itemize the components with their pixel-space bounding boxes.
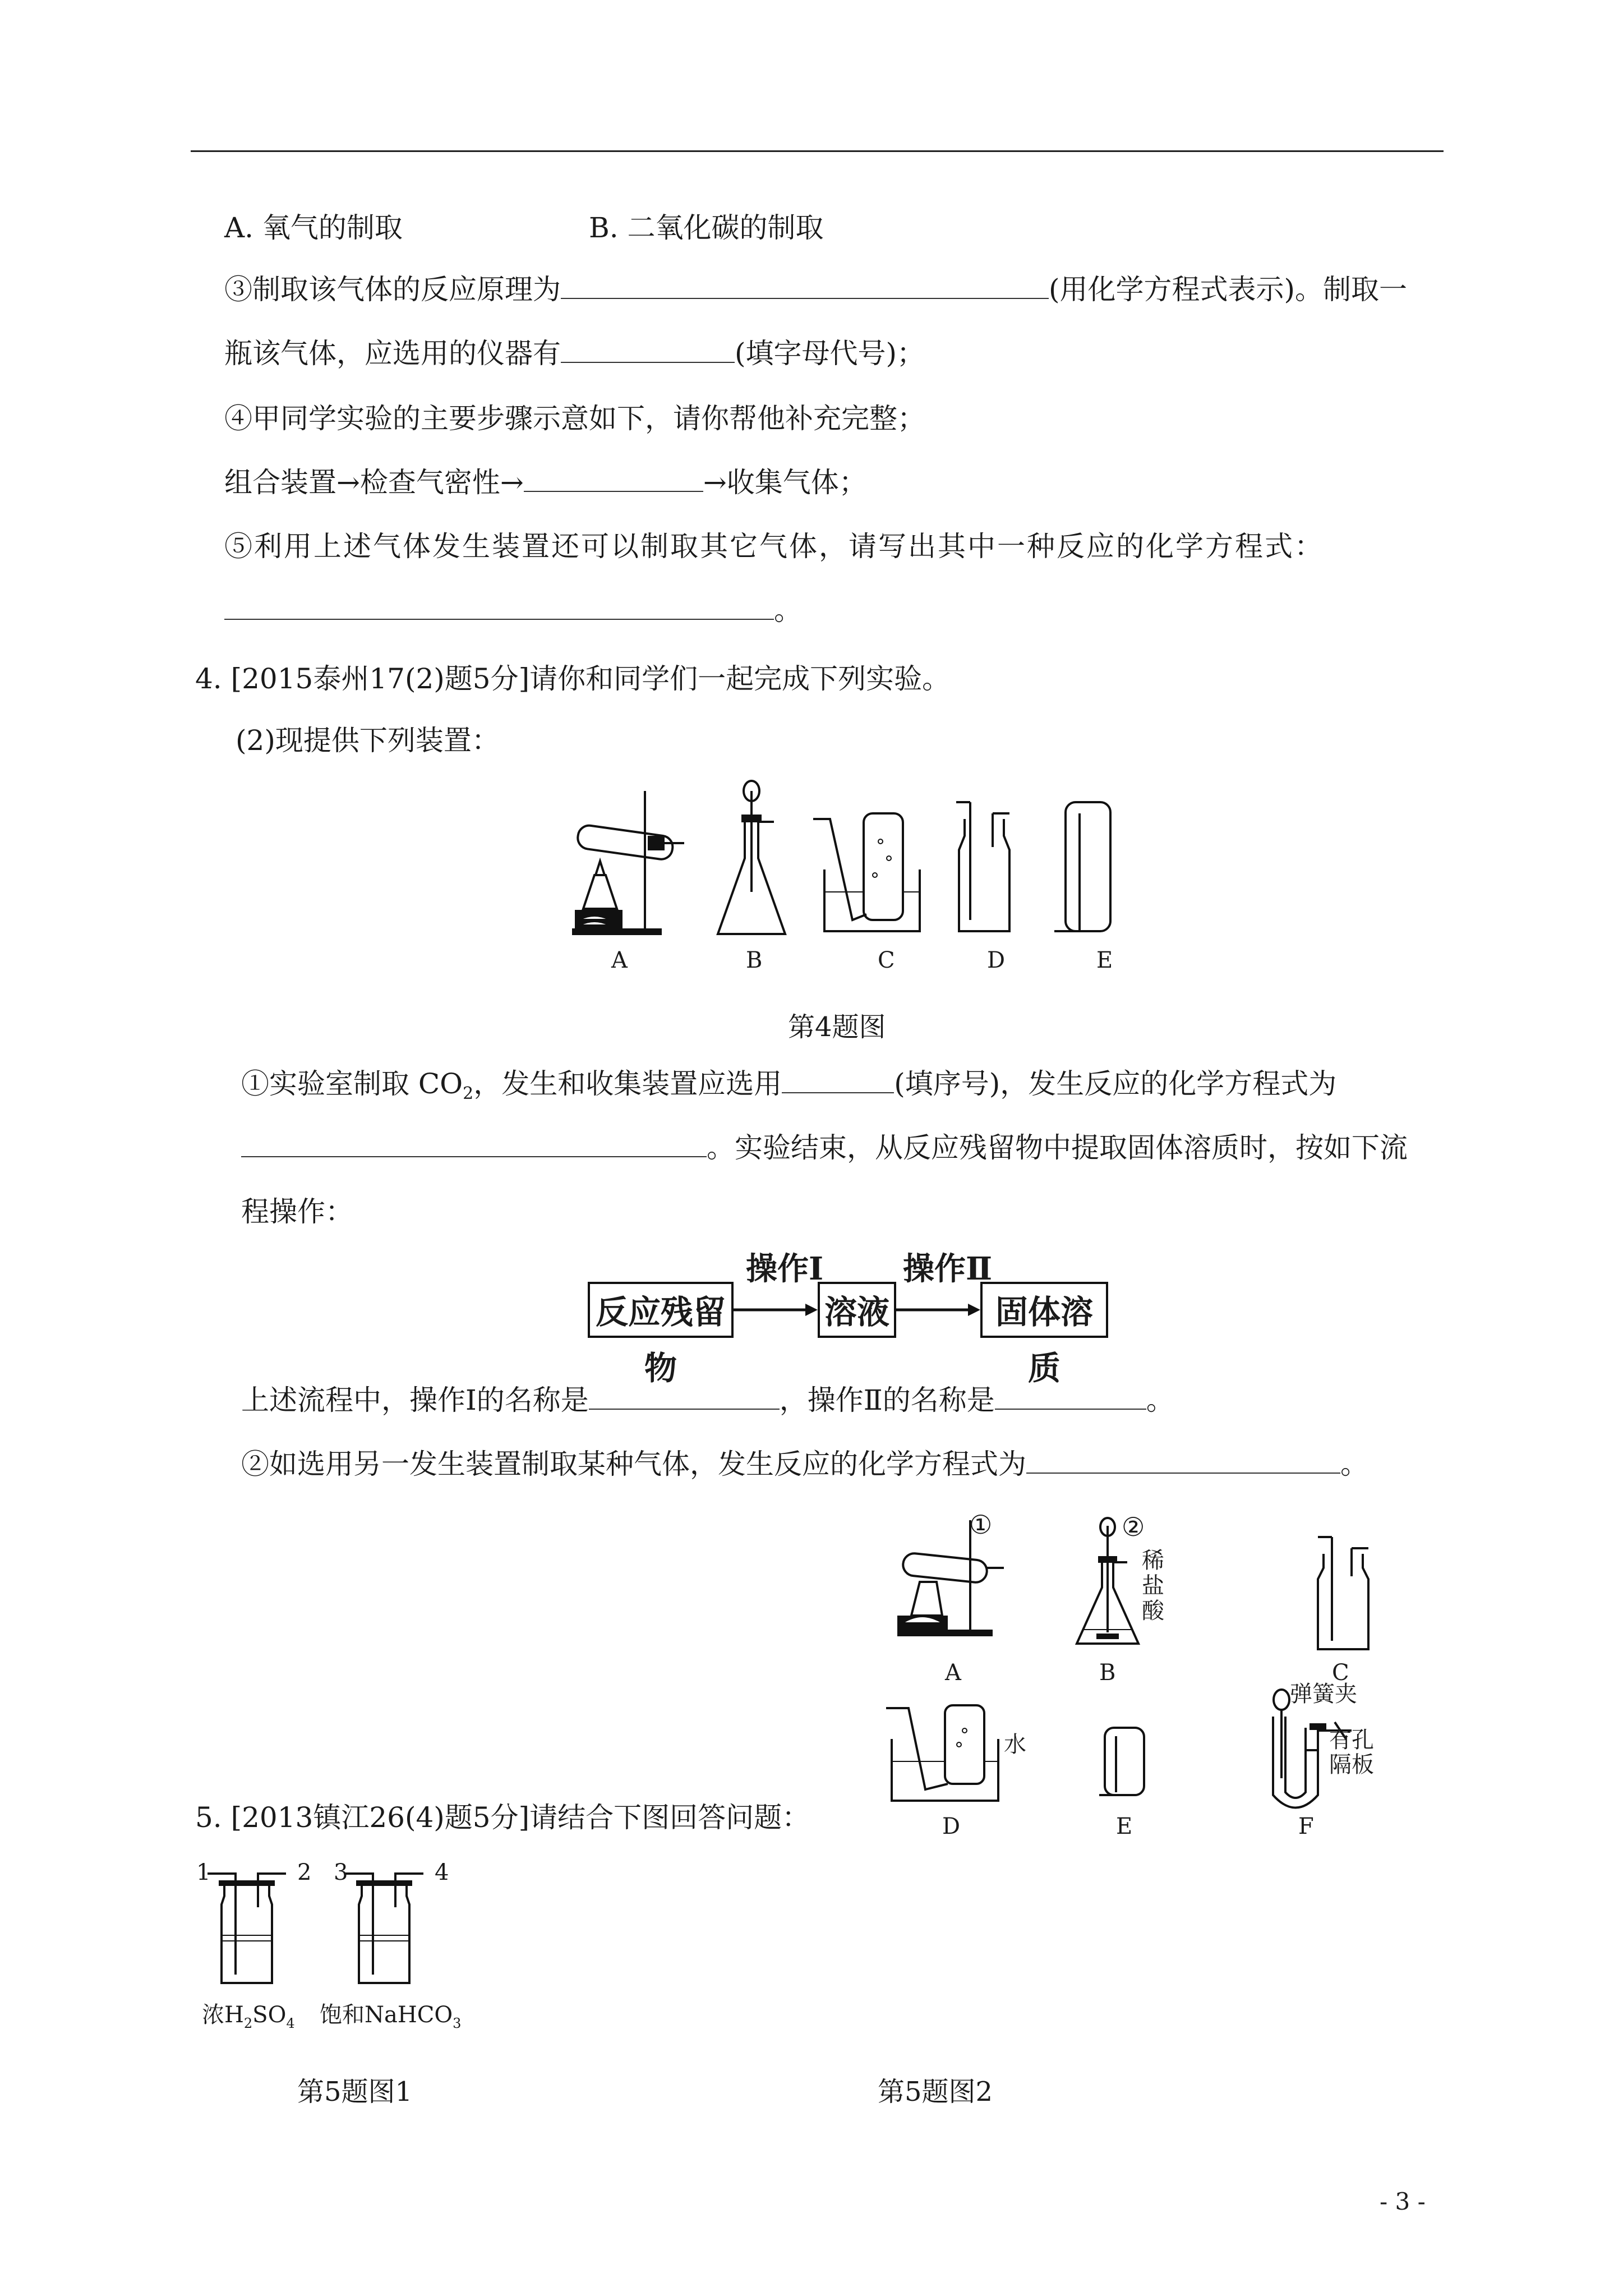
acid-char-2: 盐 [1142, 1573, 1164, 1599]
acid-char-1: 稀 [1142, 1548, 1164, 1573]
plate-label-2: 隔板 [1329, 1752, 1374, 1778]
apparatus-d [956, 802, 1009, 931]
q3-steps: 组合装置→检查气密性→ →收集气体； [224, 466, 867, 499]
blank-equation-4[interactable] [1026, 1448, 1340, 1474]
apparatus-b [718, 781, 785, 934]
blank-devices[interactable] [782, 1068, 894, 1093]
q4-p1: ①实验室制取 $CO_2$，发生和收集装置应选用 (填序号)，发生反应的化学方程式为 [241, 1068, 1337, 1103]
fig5-2-d [886, 1705, 998, 1801]
water-label: 水 [1004, 1732, 1026, 1757]
blank-step[interactable] [524, 466, 703, 492]
fig5-2-label-f: F [1298, 1814, 1314, 1839]
acid-char-3: 酸 [1142, 1598, 1164, 1624]
flow-box-solute: 固体溶质 [980, 1282, 1108, 1338]
fig5-2-c [1318, 1537, 1368, 1649]
q4-p3: ②如选用另一发生装置制取某种气体，发生反应的化学方程式为 。 [241, 1448, 1368, 1480]
option-a: A. 氧气的制取 [224, 211, 403, 244]
q4-label-d: D [987, 947, 1006, 973]
mark-1: ① [969, 1510, 993, 1540]
q3-line5b: 。 [224, 593, 802, 627]
page-number: - 3 - [1380, 2188, 1426, 2215]
q4-sub: (2)现提供下列装置： [236, 724, 500, 757]
header-rule [191, 150, 1444, 152]
apparatus-a [572, 791, 684, 935]
apparatus-e [1054, 802, 1110, 931]
blank-equation-2[interactable] [224, 594, 774, 620]
fig5-2-label-e: E [1116, 1814, 1133, 1839]
q4-p2: 上述流程中，操作Ⅰ的名称是 ，操作Ⅱ的名称是 。 [241, 1384, 1174, 1416]
q4-label-c: C [878, 947, 895, 973]
blank-instruments[interactable] [561, 337, 735, 363]
blank-equation-3[interactable] [241, 1131, 707, 1157]
plate-label-1: 有孔 [1329, 1727, 1374, 1753]
fig5-2-e [1099, 1728, 1144, 1795]
clip-label: 弹簧夹 [1290, 1681, 1357, 1707]
q5-caption-1: 第5题图1 [297, 2076, 413, 2108]
flow-op1-label: 操作Ⅰ [746, 1250, 824, 1287]
flow-op2-label: 操作Ⅱ [903, 1250, 993, 1287]
q3-line5: ⑤利用上述气体发生装置还可以制取其它气体，请写出其中一种反应的化学方程式： [224, 530, 1324, 563]
fig5-2-label-d: D [942, 1814, 961, 1839]
blank-equation-1[interactable] [561, 273, 1049, 299]
q3-line3: ③制取该气体的反应原理为 (用化学方程式表示)。制取一 [224, 273, 1408, 306]
port-3: 3 [334, 1860, 348, 1885]
q5-caption-2: 第5题图2 [878, 2076, 993, 2108]
q3-line4: ④甲同学实验的主要步骤示意如下，请你帮他补充完整； [224, 402, 925, 435]
flow-arrow-2 [896, 1290, 980, 1335]
mark-2: ② [1122, 1512, 1145, 1542]
fig5-2-label-c: C [1332, 1660, 1349, 1686]
port-2: 2 [297, 1860, 312, 1885]
fig5-1-bottles [196, 1862, 460, 1991]
q4-label-a: A [611, 947, 628, 973]
port-1: 1 [196, 1860, 211, 1885]
blank-op1[interactable] [589, 1384, 780, 1410]
q4-p1b: 。实验结束，从反应残留物中提取固体溶质时，按如下流 [241, 1131, 1408, 1165]
q5-heading: 5. [2013镇江26(4)题5分]请结合下图回答问题： [195, 1801, 810, 1834]
q4-figure-caption: 第4题图 [788, 1011, 886, 1043]
bottle2-label: 饱和NaHCO$_3$ [320, 2002, 462, 2031]
flow-arrow-1 [734, 1290, 818, 1335]
fig5-2-label-b: B [1099, 1660, 1116, 1686]
flow-box-solution: 溶液 [818, 1282, 896, 1338]
blank-op2[interactable] [995, 1384, 1146, 1410]
port-4: 4 [435, 1860, 449, 1885]
fig5-2-apparatus [886, 1512, 1458, 1829]
apparatus-c [813, 813, 920, 931]
q3-line3b: 瓶该气体，应选用的仪器有 (填字母代号)； [224, 337, 925, 370]
fig5-2-label-a: A [945, 1660, 961, 1686]
flow-box-residue: 反应残留物 [588, 1282, 734, 1338]
q4-heading: 4. [2015泰州17(2)题5分]请你和同学们一起完成下列实验。 [195, 662, 951, 695]
q4-label-e: E [1096, 947, 1113, 973]
bottle1-label: 浓$H_2SO_4$ [202, 2002, 295, 2031]
q4-p1c: 程操作： [241, 1195, 353, 1228]
q4-apparatus-figure [561, 780, 1122, 948]
q4-label-b: B [746, 947, 763, 973]
option-b: B. 二氧化碳的制取 [589, 211, 824, 244]
